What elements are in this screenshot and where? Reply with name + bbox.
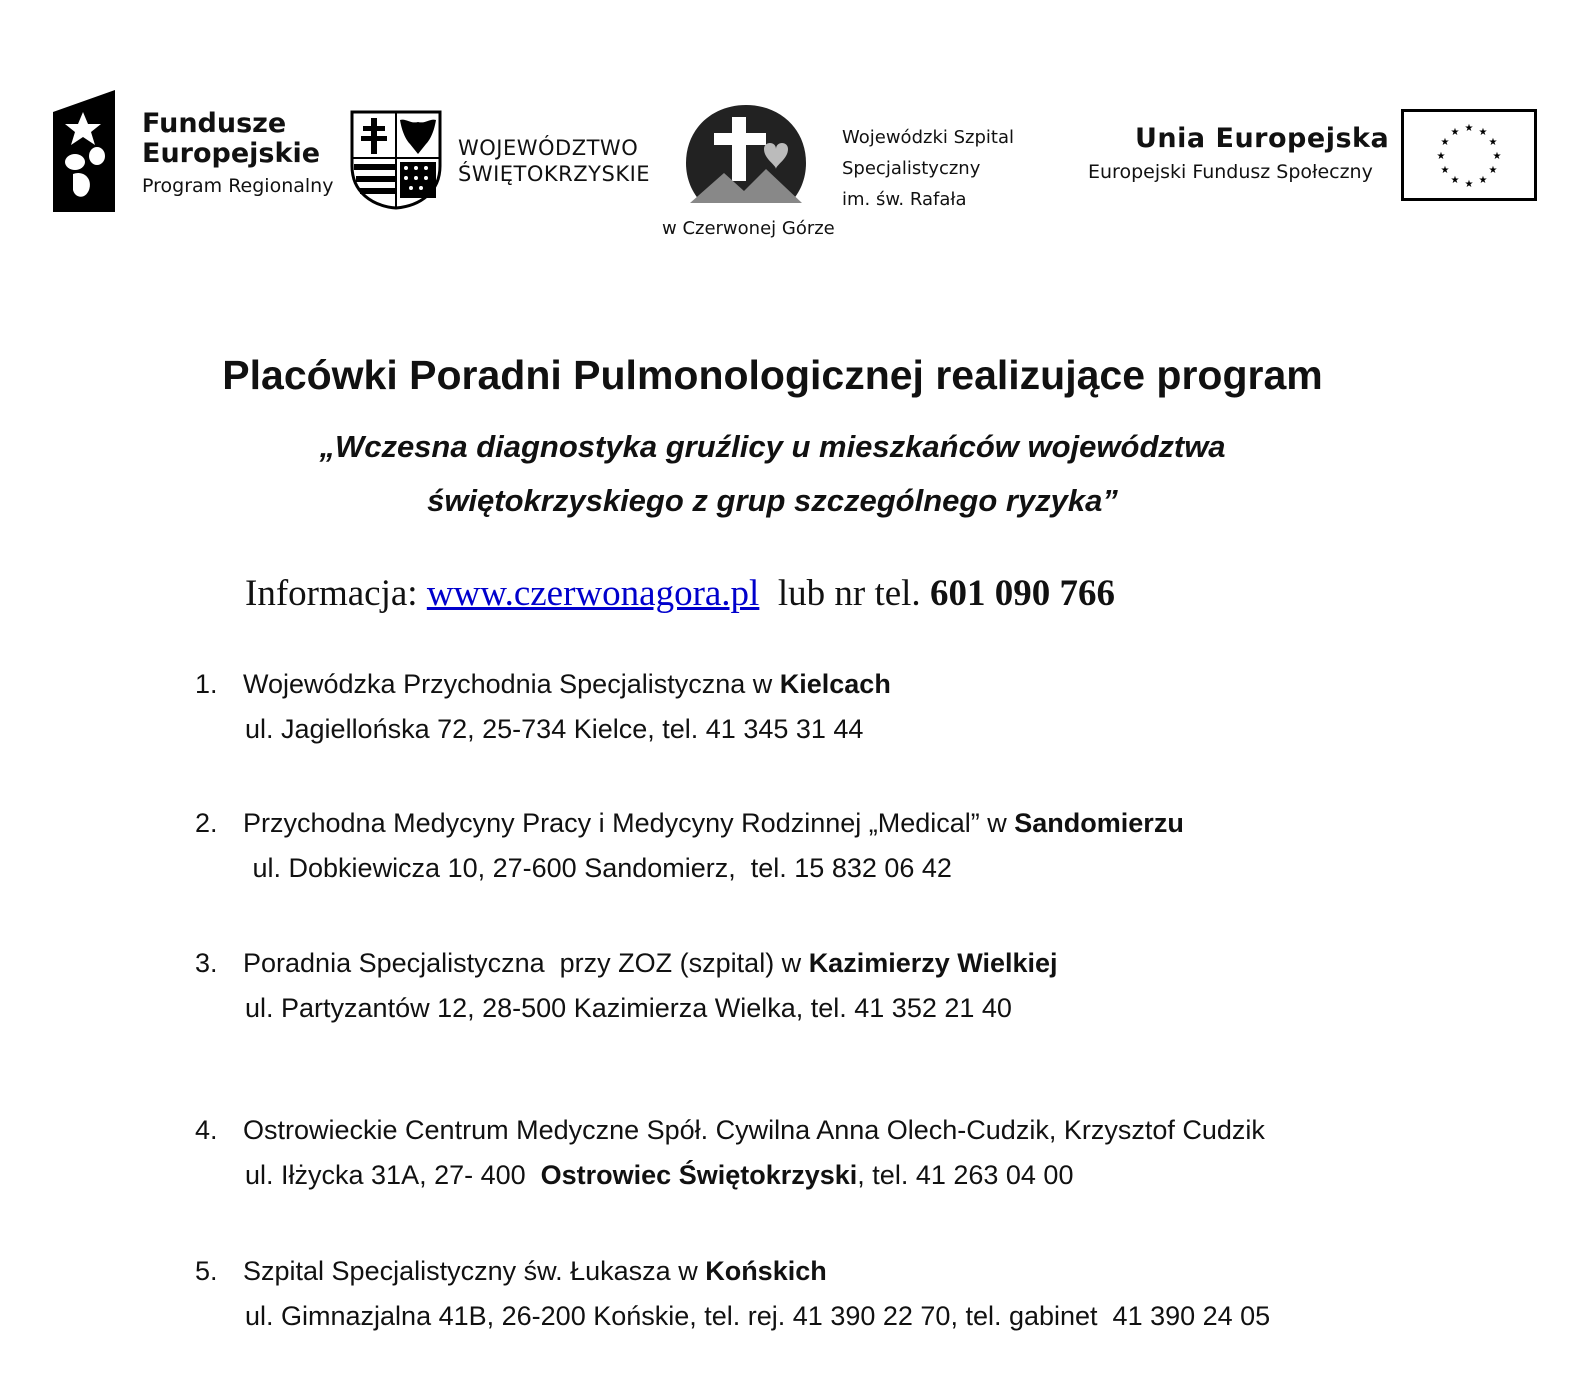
facility-name: Wojewódzka Przychodnia Specjalistyczna w	[243, 669, 780, 699]
eu-stars-icon	[1404, 112, 1534, 198]
svg-text:★: ★	[1492, 151, 1502, 162]
list-item-address	[245, 1160, 1073, 1191]
info-middle: lub nr tel.	[759, 573, 930, 614]
unia-europejska-title: Unia Europejska	[1135, 123, 1390, 154]
program-name-line1: „Wczesna diagnostyka gruźlicy u mieszkańców województwa	[319, 429, 1226, 464]
eu-flag-icon	[1401, 109, 1537, 201]
coat-of-arms-icon	[350, 110, 442, 210]
program-name	[0, 420, 1545, 528]
svg-text:★: ★	[1488, 137, 1498, 148]
fundusze-line3: Program Regionalny	[142, 175, 334, 197]
info-phone: 601 090 766	[929, 573, 1115, 614]
address-start: ul. Iłżycka 31A, 27- 400	[245, 1160, 541, 1190]
facility-name: Przychodna Medycyny Pracy i Medycyny Rodzinnej „Medical” w	[243, 808, 1015, 838]
unia-europejska-subtitle: Europejski Fundusz Społeczny	[1088, 161, 1373, 183]
facility-name: Poradnia Specjalistyczna przy ZOZ (szpital) w	[243, 948, 809, 978]
hospital-logo-icon	[684, 103, 808, 215]
svg-text:★: ★	[1450, 127, 1460, 138]
szpital-text	[842, 122, 1014, 215]
list-item-address: ul. Partyzantów 12, 28-500 Kazimierza Wielka, tel. 41 352 21 40	[245, 993, 1012, 1023]
list-item-number: 3.	[195, 948, 218, 978]
svg-text:★: ★	[1440, 137, 1450, 148]
list-item-number: 5.	[195, 1256, 218, 1286]
svg-text:★: ★	[1436, 151, 1446, 162]
facility-city: Ostrowiec Świętokrzyski	[540, 1160, 858, 1190]
szpital-line1: Wojewódzki Szpital	[842, 127, 1014, 148]
list-item-name	[243, 1256, 827, 1287]
info-label: Informacja:	[245, 573, 427, 614]
wojewodztwo-line1: WOJEWÓDZTWO	[458, 136, 639, 160]
list-item-number: 4.	[195, 1115, 218, 1145]
svg-text:★: ★	[1440, 165, 1450, 176]
facility-city: Kazimierzy Wielkiej	[808, 948, 1058, 978]
list-item-address: ul. Dobkiewicza 10, 27-600 Sandomierz, tel. 15 832 06 42	[245, 853, 952, 883]
svg-text:★: ★	[1464, 123, 1474, 134]
list-item-number: 2.	[195, 808, 218, 838]
svg-text:★: ★	[1488, 165, 1498, 176]
list-item-address: ul. Jagiellońska 72, 25-734 Kielce, tel. 41 345 31 44	[245, 714, 864, 744]
website-link[interactable]: www.czerwonagora.pl	[426, 573, 760, 614]
svg-text:★: ★	[1478, 175, 1488, 186]
list-item-name	[243, 948, 1058, 979]
szpital-line4: w Czerwonej Górze	[662, 218, 835, 239]
program-name-line2: świętokrzyskiego z grup szczególnego ryzyka”	[427, 483, 1118, 518]
info-line	[245, 572, 1115, 615]
fundusze-europejskie-logo-icon	[53, 90, 115, 212]
svg-text:★: ★	[1450, 175, 1460, 186]
fundusze-line2: Europejskie	[142, 138, 321, 169]
facility-city: Sandomierzu	[1014, 808, 1184, 838]
svg-text:★: ★	[1464, 179, 1474, 190]
list-item-name	[243, 669, 891, 700]
fundusze-line1: Fundusze	[142, 108, 287, 139]
svg-text:★: ★	[1478, 127, 1488, 138]
wojewodztwo-text	[458, 135, 650, 187]
list-item-name	[243, 808, 1184, 839]
facility-name: Szpital Specjalistyczny św. Łukasza w	[243, 1256, 706, 1286]
facility-city: Końskich	[705, 1256, 827, 1286]
address-end: , tel. 41 263 04 00	[857, 1160, 1074, 1190]
list-item-name: Ostrowieckie Centrum Medyczne Spół. Cywilna Anna Olech-Cudzik, Krzysztof Cudzik	[243, 1115, 1265, 1145]
list-item-number: 1.	[195, 669, 218, 699]
list-item-address: ul. Gimnazjalna 41B, 26-200 Końskie, tel. rej. 41 390 22 70, tel. gabinet 41 390 24 05	[245, 1301, 1271, 1331]
szpital-line3: im. św. Rafała	[842, 189, 967, 210]
facility-city: Kielcach	[779, 669, 891, 699]
page-title: Placówki Poradni Pulmonologicznej realizujące program	[222, 352, 1323, 398]
fundusze-europejskie-text	[142, 110, 333, 196]
szpital-line2: Specjalistyczny	[842, 158, 981, 179]
wojewodztwo-line2: ŚWIĘTOKRZYSKIE	[458, 162, 651, 186]
